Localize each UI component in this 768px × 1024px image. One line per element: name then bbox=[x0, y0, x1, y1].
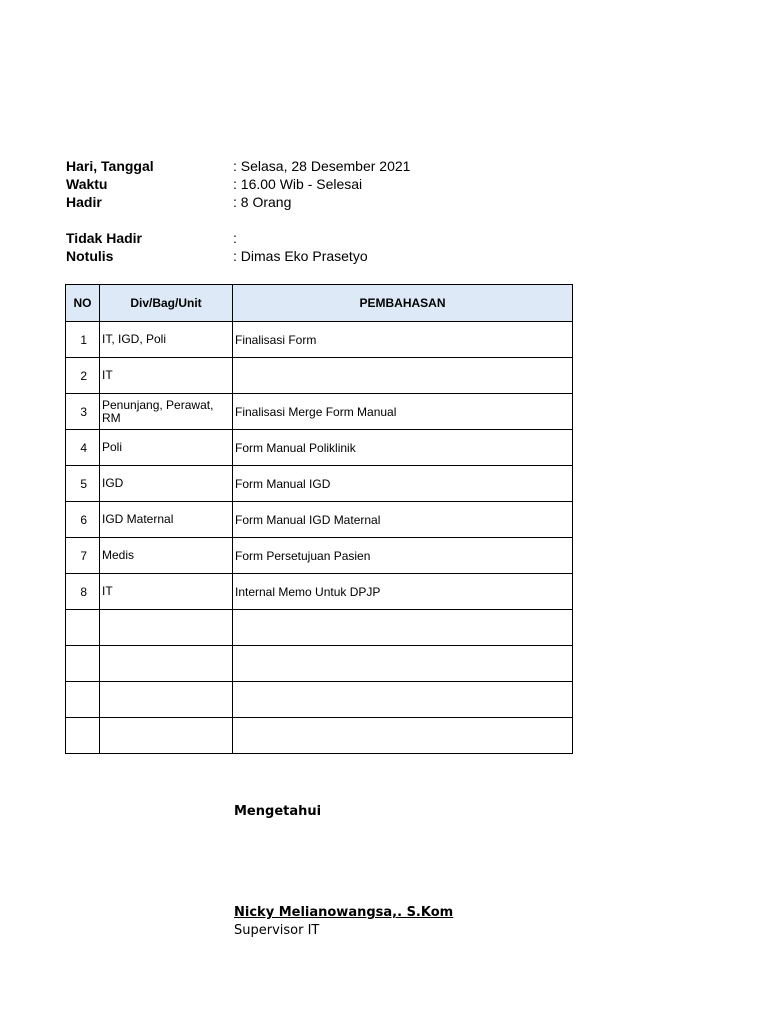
discussion-table bbox=[65, 284, 573, 754]
row-pembahasan bbox=[233, 358, 573, 394]
row-unit: Penunjang, Perawat, RM bbox=[100, 394, 233, 430]
row-pembahasan: Finalisasi Form bbox=[233, 322, 573, 358]
row-pembahasan bbox=[233, 610, 573, 646]
table-row bbox=[66, 538, 573, 574]
table-header-row bbox=[66, 285, 573, 322]
info-value: : Dimas Eko Prasetyo bbox=[233, 248, 368, 264]
info-value: : 16.00 Wib - Selesai bbox=[233, 176, 363, 192]
table-row bbox=[66, 430, 573, 466]
table-row bbox=[66, 394, 573, 430]
header-pembahasan: PEMBAHASAN bbox=[233, 285, 573, 322]
table-row bbox=[66, 358, 573, 394]
row-number: 8 bbox=[66, 574, 100, 610]
row-pembahasan: Finalisasi Merge Form Manual bbox=[233, 394, 573, 430]
row-number: 3 bbox=[66, 394, 100, 430]
table-row bbox=[66, 466, 573, 502]
row-unit bbox=[100, 718, 233, 754]
info-label: Hari, Tanggal bbox=[66, 158, 154, 174]
row-number: 4 bbox=[66, 430, 100, 466]
row-unit bbox=[100, 646, 233, 682]
row-pembahasan: Form Manual IGD bbox=[233, 466, 573, 502]
info-label: Hadir bbox=[66, 194, 102, 210]
table-row bbox=[66, 682, 573, 718]
signature-name: Nicky Melianowangsa,. S.Kom bbox=[234, 905, 454, 920]
row-unit: IGD bbox=[100, 466, 233, 502]
table-row bbox=[66, 322, 573, 358]
info-label: Notulis bbox=[66, 248, 114, 264]
row-unit bbox=[100, 610, 233, 646]
row-pembahasan bbox=[233, 682, 573, 718]
row-unit: IT bbox=[100, 574, 233, 610]
row-unit: Medis bbox=[100, 538, 233, 574]
row-pembahasan: Internal Memo Untuk DPJP bbox=[233, 574, 573, 610]
info-value: : bbox=[233, 230, 237, 246]
header-no: NO bbox=[66, 285, 100, 322]
row-number: 6 bbox=[66, 502, 100, 538]
table-row bbox=[66, 502, 573, 538]
row-number: 1 bbox=[66, 322, 100, 358]
table-row bbox=[66, 574, 573, 610]
info-label: Waktu bbox=[66, 176, 108, 192]
row-unit bbox=[100, 682, 233, 718]
row-unit: IGD Maternal bbox=[100, 502, 233, 538]
row-unit: IT bbox=[100, 358, 233, 394]
row-pembahasan bbox=[233, 646, 573, 682]
table-row bbox=[66, 646, 573, 682]
row-number bbox=[66, 718, 100, 754]
row-number: 5 bbox=[66, 466, 100, 502]
signature-role: Supervisor IT bbox=[234, 923, 320, 938]
info-value: : Selasa, 28 Desember 2021 bbox=[233, 158, 411, 174]
header-unit: Div/Bag/Unit bbox=[100, 285, 233, 322]
row-number bbox=[66, 610, 100, 646]
row-number bbox=[66, 682, 100, 718]
row-number: 7 bbox=[66, 538, 100, 574]
signature-heading: Mengetahui bbox=[234, 804, 322, 819]
row-pembahasan: Form Persetujuan Pasien bbox=[233, 538, 573, 574]
row-pembahasan: Form Manual IGD Maternal bbox=[233, 502, 573, 538]
row-number: 2 bbox=[66, 358, 100, 394]
row-pembahasan bbox=[233, 718, 573, 754]
row-number bbox=[66, 646, 100, 682]
info-label: Tidak Hadir bbox=[66, 230, 142, 246]
info-value: : 8 Orang bbox=[233, 194, 292, 210]
table-row bbox=[66, 610, 573, 646]
table-body bbox=[66, 322, 573, 754]
row-pembahasan: Form Manual Poliklinik bbox=[233, 430, 573, 466]
row-unit: Poli bbox=[100, 430, 233, 466]
table-row bbox=[66, 718, 573, 754]
row-unit: IT, IGD, Poli bbox=[100, 322, 233, 358]
